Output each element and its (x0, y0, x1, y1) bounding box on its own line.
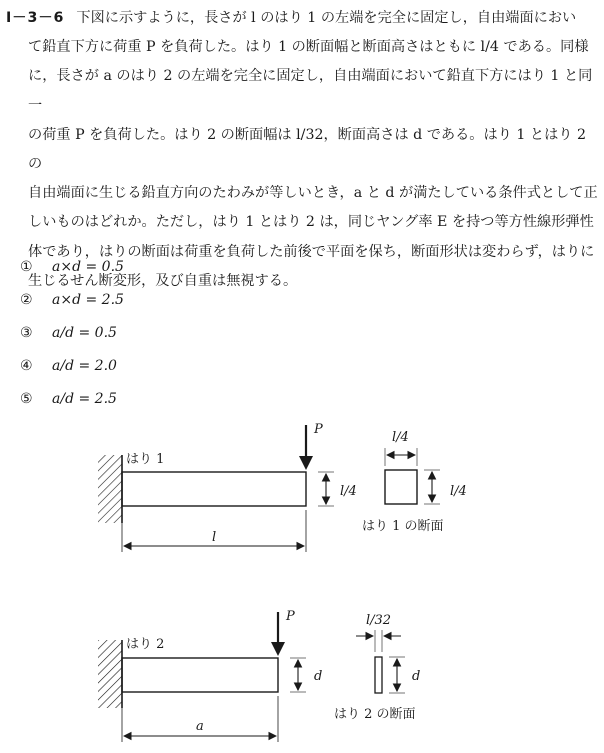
beam-2-load-label: P (286, 609, 295, 624)
choice-number: ① (20, 258, 33, 275)
choice-number: ③ (20, 324, 33, 341)
choice-number: ④ (20, 357, 33, 374)
problem-line-3: に，長さが a のはり 2 の左端を完全に固定し，自由端面において鉛直下方にはり 1 と同一 (28, 68, 593, 114)
section-2-width-label: l/32 (366, 613, 392, 628)
problem-line-8: 生じるせん断変形，及び自重は無視する。 (28, 272, 298, 289)
beam-2-length-label: a (196, 719, 204, 734)
choice-expression: a×d = 0.5 (52, 258, 124, 275)
section-1-caption: はり 1 の断面 (362, 519, 444, 534)
choice-expression: a/d = 0.5 (52, 324, 117, 341)
problem-id: I－3－6 (6, 10, 65, 26)
beam-1-fixed-support (98, 455, 122, 523)
beam-2-height-label: d (314, 669, 323, 684)
problem-line-6: しいものはどれか。ただし，はり 1 とはり 2 は，同じヤング率 E を持つ等方性線形弾性 (28, 214, 594, 231)
beam-1-length-label: l (212, 530, 217, 545)
beam-1-load-label: P (314, 422, 323, 437)
section-1-height-label: l/4 (450, 484, 467, 499)
choice-expression: a/d = 2.0 (52, 357, 117, 374)
choice-expression: a×d = 2.5 (52, 291, 124, 308)
beam-2-label: はり 2 (126, 637, 165, 652)
problem-line-4: の荷重 P を負荷した。はり 2 の断面幅は l/32，断面高さは d である。はり 1 とはり 2 の (28, 126, 586, 173)
beam-2 (122, 658, 278, 692)
beam-1 (122, 472, 306, 506)
beam-2-fixed-support (98, 640, 122, 708)
problem-line-1: I－3－6 下図に示すように，長さが l のはり 1 の左端を完全に固定し，自由端面におい (6, 10, 577, 26)
beam-1-cross-section (385, 470, 417, 504)
problem-line-7: 体であり，はりの断面は荷重を負荷した前後で平面を保ち，断面形状は変わらず，はりに (28, 243, 595, 260)
problem-line-5: 自由端面に生じる鉛直方向のたわみが等しいとき，a と d が満たしている条件式として正 (28, 185, 598, 202)
choice-expression: a/d = 2.5 (52, 390, 117, 407)
beam-1-group (98, 422, 467, 552)
section-2-height-label: d (412, 669, 421, 684)
choice-number: ⑤ (20, 390, 33, 407)
beam-2-group (98, 609, 420, 742)
section-1-width-label: l/4 (392, 430, 409, 445)
problem-line-2: て鉛直下方に荷重 P を負荷した。はり 1 の断面幅と断面高さはともに l/4 である。同様 (28, 39, 589, 56)
section-2-caption: はり 2 の断面 (334, 707, 416, 722)
beam-1-label: はり 1 (126, 452, 165, 467)
beam-2-cross-section (375, 657, 382, 693)
choice-number: ② (20, 291, 33, 308)
beam-1-height-label: l/4 (340, 484, 357, 499)
